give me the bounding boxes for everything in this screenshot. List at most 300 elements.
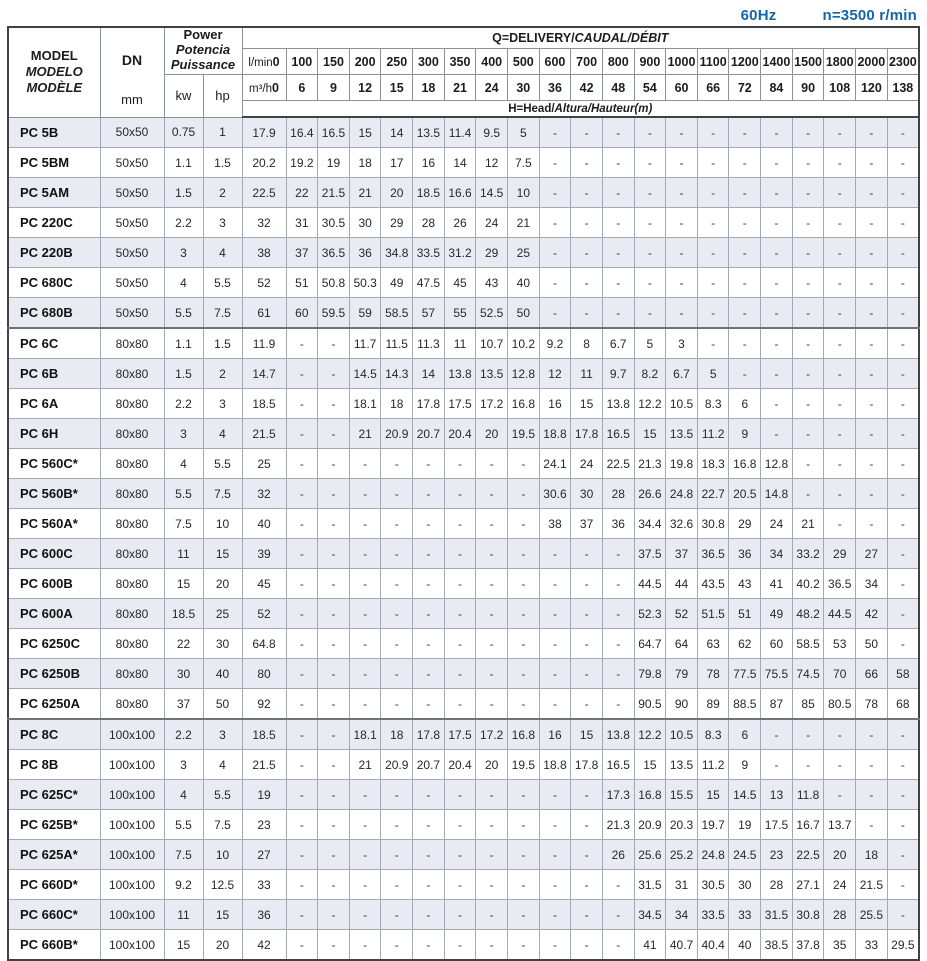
head-cell-q1800: - — [824, 389, 856, 419]
kw-cell: 5.5 — [164, 298, 203, 329]
head-cell-q1100: 89 — [697, 689, 729, 720]
head-cell-q800: 22.5 — [602, 449, 634, 479]
head-cell-q1800: - — [824, 117, 856, 148]
head-cell-q0: 32 — [242, 479, 286, 509]
head-cell-q300: 20.7 — [413, 419, 445, 449]
head-cell-q1400: - — [761, 389, 793, 419]
table-row-pc-6b — [8, 359, 919, 389]
head-cell-q300: 20.7 — [413, 750, 445, 780]
head-cell-q150: - — [318, 629, 350, 659]
head-cell-q1000: 64 — [666, 629, 698, 659]
head-cell-q250: 18 — [381, 389, 413, 419]
head-cell-q1800: - — [824, 238, 856, 268]
head-cell-q2000: 25.5 — [856, 900, 888, 930]
head-cell-q0: 21.5 — [242, 419, 286, 449]
head-cell-q350: 17.5 — [444, 389, 476, 419]
table-row-pc-560c — [8, 449, 919, 479]
head-cell-q600: 12 — [539, 359, 571, 389]
head-cell-q250: - — [381, 449, 413, 479]
m3h-col-60: 60 — [666, 75, 698, 101]
model-cell: PC 6250B — [8, 659, 100, 689]
table-row-pc-660b — [8, 930, 919, 961]
model-cell: PC 6H — [8, 419, 100, 449]
kw-cell: 4 — [164, 780, 203, 810]
lmin-col-900: 900 — [634, 49, 666, 75]
head-cell-q2300: - — [887, 810, 919, 840]
dn-cell: 80x80 — [100, 389, 164, 419]
head-cell-q350: - — [444, 840, 476, 870]
head-cell-q0: 25 — [242, 449, 286, 479]
head-cell-q1500: - — [792, 238, 824, 268]
dn-cell: 50x50 — [100, 208, 164, 238]
head-cell-q1200: 20.5 — [729, 479, 761, 509]
head-cell-q600: - — [539, 117, 571, 148]
model-header-es: MODELO — [25, 64, 83, 80]
head-cell-q700: 37 — [571, 509, 603, 539]
model-cell: PC 6250A — [8, 689, 100, 720]
head-cell-q700: - — [571, 148, 603, 178]
head-cell-q1200: - — [729, 328, 761, 359]
head-cell-q1400: 24 — [761, 509, 793, 539]
model-cell: PC 220B — [8, 238, 100, 268]
head-cell-q500: 10.2 — [508, 328, 540, 359]
dn-cell: 80x80 — [100, 689, 164, 720]
head-cell-q600: - — [539, 659, 571, 689]
hp-cell: 15 — [203, 900, 242, 930]
head-title-italic: Altura/Hauteur(m) — [554, 102, 653, 115]
head-cell-q0: 64.8 — [242, 629, 286, 659]
head-cell-q1500: - — [792, 208, 824, 238]
kw-cell: 37 — [164, 689, 203, 720]
table-row-pc-8c — [8, 719, 919, 750]
kw-cell: 1.5 — [164, 359, 203, 389]
head-cell-q900: 8.2 — [634, 359, 666, 389]
head-cell-q400: - — [476, 479, 508, 509]
head-cell-q0: 61 — [242, 298, 286, 329]
head-cell-q300: - — [413, 870, 445, 900]
head-cell-q1400: - — [761, 750, 793, 780]
dn-cell: 100x100 — [100, 930, 164, 961]
table-row-pc-625b — [8, 810, 919, 840]
head-cell-q700: - — [571, 268, 603, 298]
dn-cell: 80x80 — [100, 328, 164, 359]
head-cell-q1000: - — [666, 148, 698, 178]
head-cell-q100: 22 — [286, 178, 318, 208]
head-cell-q1100: 19.7 — [697, 810, 729, 840]
head-cell-q150: - — [318, 719, 350, 750]
head-cell-q1800: 28 — [824, 900, 856, 930]
lmin-col-300: 300 — [413, 49, 445, 75]
head-cell-q2000: 50 — [856, 629, 888, 659]
head-cell-q1800: - — [824, 479, 856, 509]
head-cell-q2300: - — [887, 840, 919, 870]
head-cell-q1400: 60 — [761, 629, 793, 659]
model-cell: PC 8B — [8, 750, 100, 780]
head-cell-q900: 15 — [634, 750, 666, 780]
head-cell-q1000: 20.3 — [666, 810, 698, 840]
head-cell-q800: - — [602, 117, 634, 148]
head-cell-q2300: - — [887, 419, 919, 449]
head-cell-q400: 52.5 — [476, 298, 508, 329]
kw-cell: 11 — [164, 900, 203, 930]
head-cell-q250: 20 — [381, 178, 413, 208]
head-cell-q1000: 13.5 — [666, 419, 698, 449]
dn-cell: 80x80 — [100, 479, 164, 509]
head-cell-q200: 59 — [349, 298, 381, 329]
lmin-col-0 — [242, 49, 286, 75]
head-cell-q350: 16.6 — [444, 178, 476, 208]
head-cell-q1100: 22.7 — [697, 479, 729, 509]
head-cell-q500: - — [508, 539, 540, 569]
head-cell-q2300: - — [887, 629, 919, 659]
head-cell-q400: 9.5 — [476, 117, 508, 148]
table-row-pc-6250b — [8, 659, 919, 689]
table-row-pc-660c — [8, 900, 919, 930]
head-cell-q200: - — [349, 629, 381, 659]
power-column-header — [164, 27, 242, 75]
head-cell-q200: - — [349, 449, 381, 479]
head-cell-q2000: - — [856, 719, 888, 750]
head-cell-q1800: 53 — [824, 629, 856, 659]
head-cell-q400: 12 — [476, 148, 508, 178]
head-cell-q1400: 38.5 — [761, 930, 793, 961]
head-cell-q300: 16 — [413, 148, 445, 178]
head-cell-q900: 37.5 — [634, 539, 666, 569]
head-cell-q400: - — [476, 870, 508, 900]
head-cell-q150: - — [318, 479, 350, 509]
head-cell-q500: - — [508, 599, 540, 629]
model-cell: PC 600C — [8, 539, 100, 569]
head-cell-q100: 16.4 — [286, 117, 318, 148]
head-cell-q1000: 15.5 — [666, 780, 698, 810]
head-cell-q300: 17.8 — [413, 719, 445, 750]
hp-cell: 4 — [203, 750, 242, 780]
model-cell: PC 600A — [8, 599, 100, 629]
head-cell-q150: 59.5 — [318, 298, 350, 329]
head-cell-q100: - — [286, 780, 318, 810]
head-cell-q250: - — [381, 930, 413, 961]
table-row-pc-600c — [8, 539, 919, 569]
head-cell-q350: - — [444, 539, 476, 569]
head-cell-q150: - — [318, 689, 350, 720]
head-cell-q350: - — [444, 629, 476, 659]
head-cell-q0: 27 — [242, 840, 286, 870]
head-cell-q500: 19.5 — [508, 750, 540, 780]
head-cell-q400: 17.2 — [476, 389, 508, 419]
head-cell-q100: 51 — [286, 268, 318, 298]
head-cell-q800: - — [602, 930, 634, 961]
head-cell-q1200: 40 — [729, 930, 761, 961]
kw-cell: 11 — [164, 539, 203, 569]
head-cell-q2000: 33 — [856, 930, 888, 961]
head-cell-q300: 17.8 — [413, 389, 445, 419]
model-cell: PC 625B* — [8, 810, 100, 840]
head-cell-q1200: 14.5 — [729, 780, 761, 810]
head-cell-q400: 20 — [476, 419, 508, 449]
head-cell-q1100: 24.8 — [697, 840, 729, 870]
head-cell-q300: 47.5 — [413, 268, 445, 298]
head-cell-q300: - — [413, 629, 445, 659]
kw-cell: 9.2 — [164, 870, 203, 900]
head-cell-q1800: 29 — [824, 539, 856, 569]
head-cell-q200: 15 — [349, 117, 381, 148]
head-cell-q600: - — [539, 539, 571, 569]
model-cell: PC 560B* — [8, 479, 100, 509]
lmin-col-150: 150 — [318, 49, 350, 75]
head-cell-q2300: - — [887, 298, 919, 329]
head-cell-q400: 24 — [476, 208, 508, 238]
head-cell-q0: 19 — [242, 780, 286, 810]
head-cell-q0: 17.9 — [242, 117, 286, 148]
head-cell-q900: - — [634, 238, 666, 268]
lmin-col-1000: 1000 — [666, 49, 698, 75]
head-cell-q700: - — [571, 689, 603, 720]
head-cell-q700: - — [571, 629, 603, 659]
head-cell-q1100: 33.5 — [697, 900, 729, 930]
head-cell-q300: 13.5 — [413, 117, 445, 148]
dn-cell: 80x80 — [100, 419, 164, 449]
head-cell-q350: - — [444, 900, 476, 930]
head-cell-q150: 50.8 — [318, 268, 350, 298]
hp-cell: 40 — [203, 659, 242, 689]
head-cell-q2300: - — [887, 178, 919, 208]
head-cell-q1800: - — [824, 298, 856, 329]
page-top-bar — [0, 0, 927, 26]
head-cell-q900: - — [634, 117, 666, 148]
head-cell-q0: 42 — [242, 930, 286, 961]
hp-cell: 7.5 — [203, 298, 242, 329]
head-cell-q1000: 10.5 — [666, 389, 698, 419]
head-cell-q300: - — [413, 479, 445, 509]
head-cell-q600: 16 — [539, 719, 571, 750]
m3h-col-21: 21 — [444, 75, 476, 101]
table-row-pc-5bm — [8, 148, 919, 178]
head-cell-q250: 14.3 — [381, 359, 413, 389]
head-cell-q300: 14 — [413, 359, 445, 389]
head-cell-q100: - — [286, 689, 318, 720]
head-cell-q900: 25.6 — [634, 840, 666, 870]
frequency-label: 60Hz — [740, 6, 777, 24]
head-cell-q250: 49 — [381, 268, 413, 298]
lmin-col-1200: 1200 — [729, 49, 761, 75]
head-cell-q1400: - — [761, 719, 793, 750]
m3h-col-54: 54 — [634, 75, 666, 101]
model-cell: PC 8C — [8, 719, 100, 750]
head-cell-q500: 21 — [508, 208, 540, 238]
head-cell-q150: - — [318, 870, 350, 900]
head-cell-q800: - — [602, 238, 634, 268]
head-cell-q400: 13.5 — [476, 359, 508, 389]
head-cell-q700: 15 — [571, 719, 603, 750]
head-cell-q1400: 49 — [761, 599, 793, 629]
m3h-col-unit-label: m³/h — [249, 82, 273, 95]
model-cell: PC 660C* — [8, 900, 100, 930]
head-cell-q800: 21.3 — [602, 810, 634, 840]
head-cell-q250: - — [381, 659, 413, 689]
hp-cell: 15 — [203, 539, 242, 569]
model-cell: PC 600B — [8, 569, 100, 599]
table-row-pc-6a — [8, 389, 919, 419]
head-cell-q100: - — [286, 539, 318, 569]
head-cell-q800: - — [602, 599, 634, 629]
model-cell: PC 680C — [8, 268, 100, 298]
table-row-pc-6c — [8, 328, 919, 359]
head-cell-q900: 34.4 — [634, 509, 666, 539]
hp-cell: 50 — [203, 689, 242, 720]
kw-cell: 1.5 — [164, 178, 203, 208]
kw-cell: 2.2 — [164, 208, 203, 238]
model-cell: PC 220C — [8, 208, 100, 238]
head-cell-q700: - — [571, 930, 603, 961]
head-cell-q700: - — [571, 870, 603, 900]
head-cell-q250: - — [381, 629, 413, 659]
head-cell-q300: - — [413, 840, 445, 870]
head-cell-q900: - — [634, 268, 666, 298]
head-cell-q1800: 44.5 — [824, 599, 856, 629]
table-row-pc-220c — [8, 208, 919, 238]
head-cell-q1100: 15 — [697, 780, 729, 810]
head-cell-q300: - — [413, 659, 445, 689]
head-cell-q800: 36 — [602, 509, 634, 539]
m3h-col-72: 72 — [729, 75, 761, 101]
head-cell-q0: 11.9 — [242, 328, 286, 359]
m3h-col-18: 18 — [413, 75, 445, 101]
head-cell-q1500: 33.2 — [792, 539, 824, 569]
head-cell-q100: - — [286, 389, 318, 419]
head-cell-q2300: - — [887, 900, 919, 930]
head-cell-q700: 8 — [571, 328, 603, 359]
head-cell-q900: 16.8 — [634, 780, 666, 810]
model-cell: PC 660D* — [8, 870, 100, 900]
head-cell-q250: 18 — [381, 719, 413, 750]
head-cell-q2300: - — [887, 328, 919, 359]
head-cell-q2300: 29.5 — [887, 930, 919, 961]
head-cell-q1200: 36 — [729, 539, 761, 569]
head-cell-q1200: 77.5 — [729, 659, 761, 689]
head-cell-q150: - — [318, 539, 350, 569]
head-cell-q500: - — [508, 870, 540, 900]
delivery-title-plain: Q=DELIVERY/ — [492, 31, 575, 45]
head-cell-q0: 36 — [242, 900, 286, 930]
model-cell: PC 6C — [8, 328, 100, 359]
head-cell-q250: - — [381, 539, 413, 569]
head-cell-q0: 23 — [242, 810, 286, 840]
lmin-col-2000: 2000 — [856, 49, 888, 75]
lmin-col-400: 400 — [476, 49, 508, 75]
m3h-col-12: 12 — [349, 75, 381, 101]
head-cell-q1200: 51 — [729, 599, 761, 629]
head-cell-q100: - — [286, 629, 318, 659]
kw-cell: 7.5 — [164, 840, 203, 870]
hp-cell: 7.5 — [203, 810, 242, 840]
head-cell-q0: 39 — [242, 539, 286, 569]
head-cell-q100: - — [286, 449, 318, 479]
head-cell-q350: - — [444, 689, 476, 720]
dn-label: DN — [121, 52, 143, 68]
table-row-pc-625c — [8, 780, 919, 810]
head-cell-q2300: - — [887, 509, 919, 539]
head-cell-q2000: - — [856, 810, 888, 840]
head-cell-q1200: - — [729, 359, 761, 389]
lmin-col-100: 100 — [286, 49, 318, 75]
head-cell-q300: - — [413, 509, 445, 539]
dn-cell: 50x50 — [100, 178, 164, 208]
power-header-es: Potencia — [175, 42, 231, 58]
head-cell-q300: - — [413, 599, 445, 629]
head-cell-q250: - — [381, 689, 413, 720]
head-cell-q400: - — [476, 780, 508, 810]
head-cell-q800: 17.3 — [602, 780, 634, 810]
hp-cell: 10 — [203, 509, 242, 539]
hp-cell: 7.5 — [203, 479, 242, 509]
dn-cell: 100x100 — [100, 810, 164, 840]
lmin-col-600: 600 — [539, 49, 571, 75]
hp-cell: 10 — [203, 840, 242, 870]
head-cell-q2000: - — [856, 750, 888, 780]
hp-cell: 2 — [203, 178, 242, 208]
head-cell-q2300: 58 — [887, 659, 919, 689]
head-cell-q150: - — [318, 659, 350, 689]
lmin-col-500: 500 — [508, 49, 540, 75]
model-header-en: MODEL — [30, 47, 78, 63]
head-cell-q2000: - — [856, 268, 888, 298]
head-cell-q100: - — [286, 419, 318, 449]
head-cell-q200: - — [349, 479, 381, 509]
head-cell-q1000: 79 — [666, 659, 698, 689]
head-cell-q600: - — [539, 208, 571, 238]
head-cell-q200: - — [349, 689, 381, 720]
head-cell-q900: 15 — [634, 419, 666, 449]
head-cell-q1400: 17.5 — [761, 810, 793, 840]
head-cell-q900: - — [634, 148, 666, 178]
head-cell-q1400: 34 — [761, 539, 793, 569]
head-cell-q300: - — [413, 449, 445, 479]
head-cell-q1100: - — [697, 178, 729, 208]
head-cell-q100: 37 — [286, 238, 318, 268]
head-cell-q1500: 27.1 — [792, 870, 824, 900]
head-cell-q350: - — [444, 509, 476, 539]
table-row-pc-6h — [8, 419, 919, 449]
head-cell-q200: - — [349, 539, 381, 569]
m3h-col-138: 138 — [887, 75, 919, 101]
head-cell-q1100: - — [697, 238, 729, 268]
head-cell-q250: 20.9 — [381, 750, 413, 780]
head-cell-q1400: 14.8 — [761, 479, 793, 509]
head-cell-q500: - — [508, 689, 540, 720]
head-cell-q700: - — [571, 117, 603, 148]
head-cell-q500: - — [508, 840, 540, 870]
table-row-pc-6250c — [8, 629, 919, 659]
head-cell-q2000: - — [856, 449, 888, 479]
power-header-fr: Puissance — [170, 57, 236, 73]
head-cell-q1000: - — [666, 238, 698, 268]
hp-cell: 5.5 — [203, 780, 242, 810]
head-cell-q700: - — [571, 780, 603, 810]
m3h-col-66: 66 — [697, 75, 729, 101]
table-body — [8, 117, 919, 960]
head-cell-q350: 26 — [444, 208, 476, 238]
head-cell-q1100: 18.3 — [697, 449, 729, 479]
hp-cell: 12.5 — [203, 870, 242, 900]
head-cell-q400: - — [476, 810, 508, 840]
head-cell-q2300: - — [887, 359, 919, 389]
head-cell-q0: 18.5 — [242, 389, 286, 419]
model-cell: PC 660B* — [8, 930, 100, 961]
head-cell-q500: - — [508, 780, 540, 810]
head-cell-q400: - — [476, 689, 508, 720]
head-cell-q600: - — [539, 148, 571, 178]
head-cell-q2300: - — [887, 449, 919, 479]
